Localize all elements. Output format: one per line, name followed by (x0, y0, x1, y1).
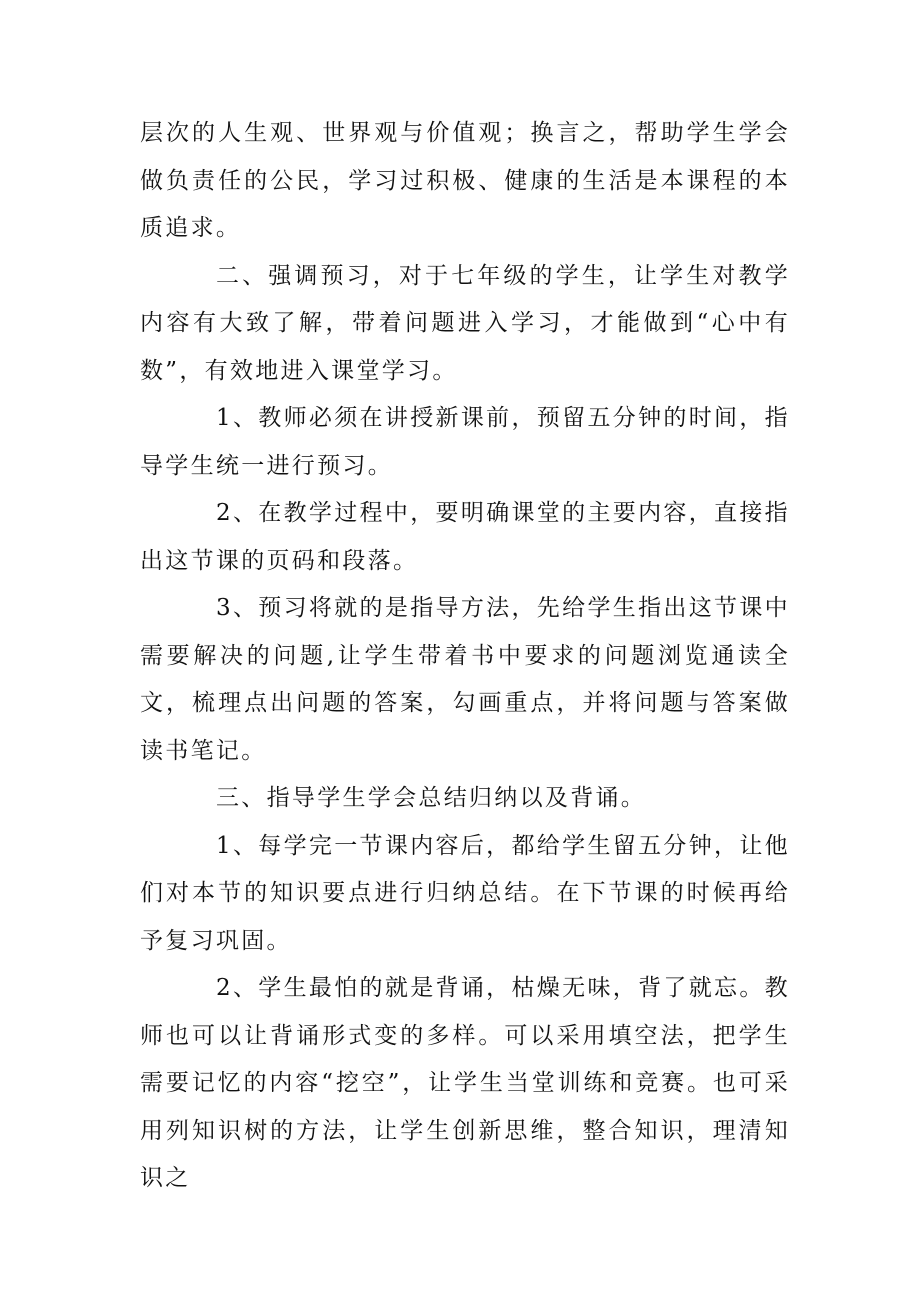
paragraph-continuation: 层次的人生观、世界观与价值观；换言之，帮助学生学会做负责任的公民，学习过积极、健康的生活是本课程的本质追求。 (140, 120, 790, 241)
paragraph-item-3: 3、预习将就的是指导方法，先给学生指出这节课中需要解决的问题,让学生带着书中要求的问题浏览通读全文，梳理点出问题的答案，勾画重点，并将问题与答案做读书笔记。 (140, 595, 790, 764)
document-body (140, 110, 790, 1203)
paragraph-section-three-heading: 三、指导学生学会总结归纳以及背诵。 (216, 785, 647, 811)
paragraph-section-three-item-1: 1、每学完一节课内容后，都给学生留五分钟，让他们对本节的知识要点进行归纳总结。在下节课的时候再给予复习巩固。 (140, 832, 790, 954)
paragraph-section-two-heading: 二、强调预习，对于七年级的学生，让学生对教学内容有大致了解，带着问题进入学习，才能做到“心中有数”，有效地进入课堂学习。 (140, 262, 790, 384)
paragraph-section-three-item-2: 2、学生最怕的就是背诵，枯燥无味，背了就忘。教师也可以让背诵形式变的多样。可以采用填空法，把学生需要记忆的内容“挖空”，让学生当堂训练和竞赛。也可采用列知识树的方法，让学生创新思维，整合知识，理清知识之 (140, 975, 790, 1191)
paragraph-item-1: 1、教师必须在讲授新课前，预留五分钟的时间，指导学生统一进行预习。 (140, 405, 790, 479)
paragraph-item-2: 2、在教学过程中，要明确课堂的主要内容，直接指出这节课的页码和段落。 (140, 500, 790, 574)
